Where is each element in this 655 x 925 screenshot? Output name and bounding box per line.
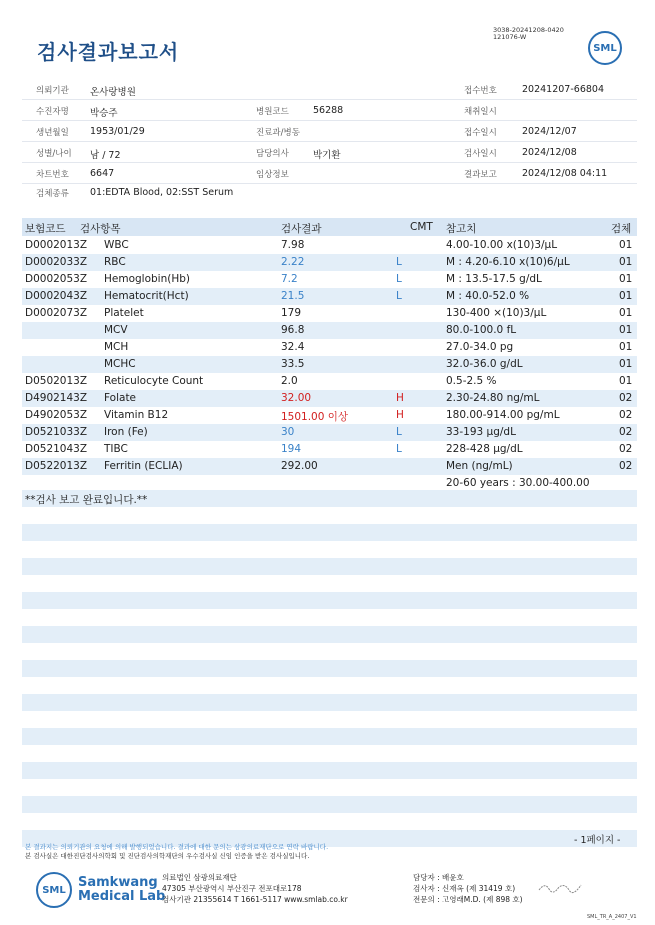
org-name: 의료법인 삼광의료재단	[162, 873, 237, 882]
result-cmt: L	[396, 290, 402, 302]
info-label: 채취일시	[464, 107, 497, 117]
result-result: 1501.00 이상	[281, 411, 349, 423]
result-spec: 02	[619, 392, 633, 404]
org-contact: 검사기관 21355614 T 1661-5117 www.smlab.co.kr	[162, 895, 348, 904]
info-label: 성별/나이	[36, 149, 72, 159]
empty-row-band	[22, 728, 637, 745]
result-item: TIBC	[104, 443, 128, 455]
result-row	[22, 271, 637, 288]
result-spec: 02	[619, 409, 633, 421]
result-spec: 01	[619, 375, 633, 387]
result-code: D0002013Z	[25, 239, 88, 251]
info-label: 차트번호	[36, 170, 69, 180]
result-result: 7.98	[281, 239, 305, 251]
result-ref: 33-193 μg/dL	[446, 426, 516, 438]
result-cmt: L	[396, 426, 402, 438]
result-row	[22, 288, 637, 305]
empty-row-band	[22, 524, 637, 541]
result-item: Folate	[104, 392, 137, 404]
header-code: 보험코드	[25, 223, 66, 235]
signature	[537, 879, 585, 898]
report-title: 검사결과보고서	[37, 40, 180, 64]
result-row	[22, 322, 637, 339]
info-row	[22, 121, 637, 142]
result-ref: M : 4.20-6.10 x(10)6/μL	[446, 256, 570, 268]
result-ref: 32.0-36.0 g/dL	[446, 358, 523, 370]
result-ref: M : 40.0-52.0 %	[446, 290, 530, 302]
notice-line2: 본 검사실은 대한진단검사의학회 및 진단검사의학재단의 우수검사실 신임 인증을 받은 검사실입니다.	[25, 852, 310, 860]
person-manager: 담당자 : 배윤호	[413, 873, 464, 882]
empty-row-band	[22, 762, 637, 779]
info-label: 담당의사	[256, 149, 289, 159]
specimen-label: 검체종류	[36, 189, 69, 199]
result-row	[22, 356, 637, 373]
sml-logo: SML	[588, 31, 622, 65]
info-label: 접수번호	[464, 86, 497, 96]
result-cmt: H	[396, 392, 404, 404]
header-ref: 참고치	[446, 223, 477, 235]
result-ref: 27.0-34.0 pg	[446, 341, 514, 353]
result-cmt: L	[396, 273, 402, 285]
signature-scribble	[537, 880, 585, 894]
result-item: Reticulocyte Count	[104, 375, 204, 387]
result-row	[22, 305, 637, 322]
info-label: 수진자명	[36, 107, 69, 117]
result-spec: 01	[619, 239, 633, 251]
info-value: 박기환	[313, 150, 341, 161]
header-item: 검사항목	[80, 223, 121, 235]
result-row	[22, 390, 637, 407]
organization-info	[162, 872, 348, 905]
result-code: D0002033Z	[25, 256, 88, 268]
specimen-row	[22, 184, 637, 202]
result-result: 179	[281, 307, 302, 319]
result-code: D4902143Z	[25, 392, 88, 404]
result-result: 96.8	[281, 324, 305, 336]
info-row	[22, 79, 637, 100]
info-value: 2024/12/08	[522, 147, 577, 158]
empty-row-band	[22, 796, 637, 813]
result-spec: 02	[619, 426, 633, 438]
info-value: 남 / 72	[90, 150, 121, 161]
result-result: 30	[281, 426, 295, 438]
info-label: 병원코드	[256, 107, 289, 117]
result-result: 292.00	[281, 460, 318, 472]
results-header	[22, 218, 637, 236]
result-ref: 130-400 ×(10)3/μL	[446, 307, 547, 319]
personnel-info	[413, 872, 523, 905]
result-code: D0521043Z	[25, 443, 88, 455]
result-spec: 01	[619, 290, 633, 302]
result-item: MCV	[104, 324, 128, 336]
info-value: 온사랑병원	[90, 87, 136, 98]
completion-text: **검사 보고 완료입니다.**	[25, 494, 148, 506]
result-code: D4902053Z	[25, 409, 88, 421]
brand-name	[78, 876, 165, 904]
result-code: D0521033Z	[25, 426, 88, 438]
person-tester: 검사자 : 신재옥 (제 31419 호)	[413, 884, 516, 893]
info-label: 진료과/병동	[256, 128, 300, 138]
result-code: D0502013Z	[25, 375, 88, 387]
info-label: 의뢰기관	[36, 86, 69, 96]
result-item: RBC	[104, 256, 126, 268]
info-row	[22, 142, 637, 163]
brand-line1: Samkwang	[78, 875, 158, 890]
result-result: 32.4	[281, 341, 305, 353]
document-code-line2: 121076-W	[493, 33, 527, 41]
form-code: SML_TR_A_2407_V1	[587, 914, 637, 920]
page-number: - 1페이지 -	[574, 835, 621, 846]
document-code-line1: 3038-20241208-0420	[493, 26, 564, 34]
result-item: MCHC	[104, 358, 136, 370]
result-row	[22, 373, 637, 390]
result-spec: 01	[619, 273, 633, 285]
result-ref: Men (ng/mL)	[446, 460, 513, 472]
result-spec: 01	[619, 341, 633, 353]
result-ref: 20-60 years : 30.00-400.00	[446, 477, 590, 489]
person-specialist: 전문의 : 고영래M.D. (제 898 호)	[413, 895, 523, 904]
result-spec: 01	[619, 324, 633, 336]
completion-row	[22, 490, 637, 507]
result-item: Vitamin B12	[104, 409, 169, 421]
result-spec: 01	[619, 256, 633, 268]
result-ref: 80.0-100.0 fL	[446, 324, 517, 336]
result-code: D0522013Z	[25, 460, 88, 472]
specimen-value: 01:EDTA Blood, 02:SST Serum	[90, 187, 234, 198]
notice-line1: 본 결과지는 의뢰기관의 요청에 의해 발행되었습니다. 결과에 대한 문의는 삼광의료재단으로 연락 바랍니다.	[25, 843, 329, 851]
header-specimen: 검체	[611, 223, 632, 235]
result-row	[22, 339, 637, 356]
empty-row-band	[22, 694, 637, 711]
result-result: 21.5	[281, 290, 305, 302]
empty-row-band	[22, 558, 637, 575]
empty-row-band	[22, 592, 637, 609]
result-code: D0002043Z	[25, 290, 88, 302]
result-ref: 228-428 μg/dL	[446, 443, 523, 455]
result-cmt: L	[396, 443, 402, 455]
result-code: D0002053Z	[25, 273, 88, 285]
brand-line2: Medical Lab	[78, 889, 166, 904]
result-item: Hemoglobin(Hb)	[104, 273, 191, 285]
result-spec: 01	[619, 307, 633, 319]
result-item: Hematocrit(Hct)	[104, 290, 189, 302]
org-address: 47305 부산광역시 부산진구 전포대로178	[162, 884, 302, 893]
info-row	[22, 100, 637, 121]
result-result: 2.0	[281, 375, 298, 387]
result-result: 32.00	[281, 392, 312, 404]
result-spec: 02	[619, 460, 633, 472]
result-ref: 4.00-10.00 x(10)3/μL	[446, 239, 558, 251]
document-code	[493, 27, 564, 41]
info-row	[22, 163, 637, 184]
result-ref: 180.00-914.00 pg/mL	[446, 409, 560, 421]
result-spec: 02	[619, 443, 633, 455]
result-cmt: H	[396, 409, 404, 421]
result-ref: 2.30-24.80 ng/mL	[446, 392, 540, 404]
info-label: 생년월일	[36, 128, 69, 138]
result-spec: 01	[619, 358, 633, 370]
empty-row-band	[22, 660, 637, 677]
info-label: 검사일시	[464, 149, 497, 159]
header-result: 검사결과	[281, 223, 322, 235]
result-result: 2.22	[281, 256, 305, 268]
info-value: 20241207-66804	[522, 84, 605, 95]
info-value: 2024/12/08 04:11	[522, 168, 608, 179]
result-result: 7.2	[281, 273, 298, 285]
result-item: MCH	[104, 341, 129, 353]
result-row	[22, 441, 637, 458]
result-row	[22, 254, 637, 271]
result-row	[22, 407, 637, 424]
header-cmt: CMT	[410, 221, 433, 233]
result-result: 194	[281, 443, 302, 455]
result-ref: 0.5-2.5 %	[446, 375, 497, 387]
info-value: 2024/12/07	[522, 126, 577, 137]
empty-row-band	[22, 626, 637, 643]
info-value: 박승주	[90, 108, 118, 119]
info-label: 임상정보	[256, 170, 289, 180]
result-item: Ferritin (ECLIA)	[104, 460, 183, 472]
result-item: Iron (Fe)	[104, 426, 148, 438]
result-row	[22, 237, 637, 254]
info-value: 1953/01/29	[90, 126, 145, 137]
result-cmt: L	[396, 256, 402, 268]
result-row	[22, 458, 637, 475]
info-value: 6647	[90, 168, 115, 179]
info-value: 56288	[313, 105, 344, 116]
result-code: D0002073Z	[25, 307, 88, 319]
result-row	[22, 424, 637, 441]
result-item: WBC	[104, 239, 129, 251]
footer-logo: SML	[36, 872, 72, 908]
info-label: 접수일시	[464, 128, 497, 138]
result-result: 33.5	[281, 358, 305, 370]
result-item: Platelet	[104, 307, 144, 319]
info-label: 결과보고	[464, 170, 497, 180]
result-ref: M : 13.5-17.5 g/dL	[446, 273, 542, 285]
